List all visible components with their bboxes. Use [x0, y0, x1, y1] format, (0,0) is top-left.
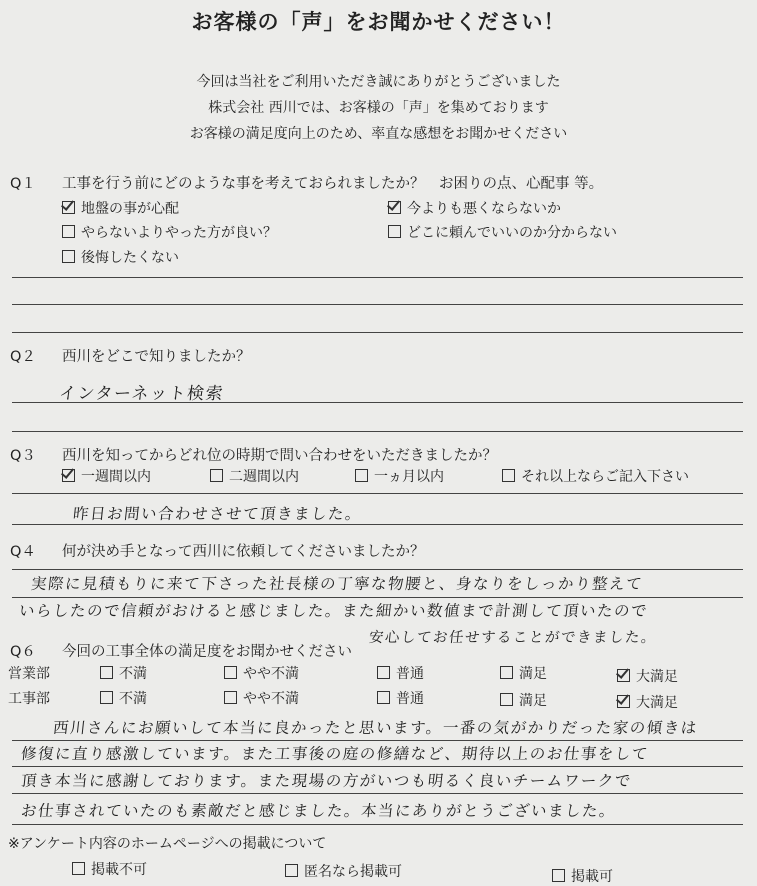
- q6-comment-line-3: 頂き本当に感謝しております。また現場の方がいつも明るく良いチームワークで: [20, 772, 633, 790]
- q6-text: 今回の工事全体の満足度をお聞かせください: [62, 644, 352, 660]
- checkbox[interactable]: [500, 666, 513, 679]
- checkbox[interactable]: [224, 666, 237, 679]
- answer-line: [12, 402, 743, 403]
- q1-option-5-label: 後悔したくない: [81, 250, 179, 266]
- q6-sales-option-4[interactable]: [500, 663, 547, 683]
- option-label: 満足: [519, 666, 547, 682]
- q6-construction-option-5[interactable]: [617, 692, 678, 712]
- checkbox-checked[interactable]: [62, 469, 75, 482]
- q6-sales-option-1[interactable]: [100, 663, 147, 683]
- q4-text: 何が決め手となって西川に依頼してくださいましたか？: [62, 544, 425, 560]
- checkbox[interactable]: [502, 469, 515, 482]
- checkbox[interactable]: [377, 666, 390, 679]
- option-label: 不満: [119, 691, 147, 707]
- q2-number: Q２: [10, 349, 36, 365]
- answer-line: [12, 277, 743, 278]
- publish-option-1[interactable]: [72, 859, 147, 879]
- answer-line: [12, 824, 743, 825]
- page-title: お客様の「声」をお聞かせください！: [191, 10, 566, 34]
- answer-line: [12, 524, 743, 525]
- publish-option-2[interactable]: [285, 861, 402, 881]
- option-label: 大満足: [636, 695, 678, 711]
- q4-answer-line-1: 実際に見積もりに来て下さった社長様の丁寧な物腰と、身なりをしっかり整えて: [30, 575, 645, 593]
- q3-option-3[interactable]: [355, 466, 444, 486]
- publish-option-3[interactable]: [552, 866, 613, 886]
- q6-construction-option-2[interactable]: [224, 688, 299, 708]
- q1-option-1[interactable]: [62, 198, 179, 218]
- q1-option-2-label: 今よりも悪くならないか: [407, 201, 561, 217]
- answer-line: [12, 493, 743, 494]
- checkbox[interactable]: [285, 864, 298, 877]
- answer-line: [12, 766, 743, 767]
- q6-comment-line-1: 西川さんにお願いして本当に良かったと思います。一番の気がかりだった家の傾きは: [52, 719, 699, 737]
- q3-option-4[interactable]: [502, 466, 689, 486]
- option-label: 普通: [396, 666, 424, 682]
- q6-number: Q６: [10, 644, 36, 660]
- checkbox[interactable]: [388, 225, 401, 238]
- option-label: 大満足: [636, 669, 678, 685]
- answer-line: [12, 597, 743, 598]
- q3-number: Q３: [10, 448, 36, 464]
- checkbox[interactable]: [62, 225, 75, 238]
- q6-sales-option-3[interactable]: [377, 663, 424, 683]
- q6-comment-line-4: お仕事されていたのも素敵だと感じました。本当にありがとうございました。: [20, 802, 618, 820]
- q6-row-label-construction: 工事部: [8, 691, 50, 707]
- checkbox[interactable]: [210, 469, 223, 482]
- checkbox-checked[interactable]: [388, 201, 401, 214]
- answer-line: [12, 332, 743, 333]
- q3-option-2-label: 二週間以内: [229, 469, 299, 485]
- checkbox[interactable]: [500, 693, 513, 706]
- intro-line-2: 株式会社 西川では、お客様の「声」を集めております: [208, 100, 549, 116]
- q4-number: Q４: [10, 544, 36, 560]
- q6-sales-option-2[interactable]: [224, 663, 299, 683]
- answer-line: [12, 793, 743, 794]
- q3-option-1[interactable]: [62, 466, 151, 486]
- answer-line: [12, 569, 743, 570]
- q1-option-3-label: やらないよりやった方が良い？: [81, 225, 277, 241]
- q1-option-5[interactable]: [62, 247, 179, 267]
- q1-text: 工事を行う前にどのような事を考えておられましたか？ お困りの点、心配事 等。: [62, 176, 604, 192]
- q1-option-2[interactable]: [388, 198, 561, 218]
- answer-line: [12, 740, 743, 741]
- checkbox[interactable]: [355, 469, 368, 482]
- q6-construction-option-1[interactable]: [100, 688, 147, 708]
- option-label: やや不満: [243, 666, 299, 682]
- checkbox[interactable]: [100, 691, 113, 704]
- q1-number: Q１: [10, 176, 36, 192]
- checkbox-checked[interactable]: [617, 669, 630, 682]
- checkbox-checked[interactable]: [617, 695, 630, 708]
- q3-option-3-label: 一ヵ月以内: [374, 469, 444, 485]
- q1-option-3[interactable]: [62, 222, 277, 242]
- q3-option-1-label: 一週間以内: [81, 469, 151, 485]
- q4-answer-line-3: 安心してお任せすることができました。: [368, 630, 658, 646]
- checkbox[interactable]: [552, 869, 565, 882]
- q6-row-label-sales: 営業部: [8, 666, 50, 682]
- checkbox-checked[interactable]: [62, 201, 75, 214]
- q3-handwritten-answer: 昨日お問い合わせさせて頂きました。: [72, 505, 364, 523]
- q1-option-1-label: 地盤の事が心配: [81, 201, 179, 217]
- intro-line-3: お客様の満足度向上のため、率直な感想をお聞かせください: [189, 126, 568, 142]
- q1-option-4-label: どこに頼んでいいのか分からない: [407, 225, 617, 241]
- intro-line-1: 今回は当社をご利用いただき誠にありがとうございました: [196, 74, 561, 90]
- checkbox[interactable]: [62, 250, 75, 263]
- q3-option-4-label: それ以上ならご記入下さい: [521, 469, 689, 485]
- checkbox[interactable]: [100, 666, 113, 679]
- q6-construction-option-3[interactable]: [377, 688, 424, 708]
- q6-comment-line-2: 修復に直り感激しています。また工事後の庭の修繕など、期待以上のお仕事をして: [20, 745, 650, 763]
- option-label: 匿名なら掲載可: [304, 864, 402, 880]
- q2-handwritten-answer: インターネット検索: [58, 384, 226, 404]
- answer-line: [12, 431, 743, 432]
- publish-heading: ※アンケート内容のホームページへの掲載について: [8, 836, 327, 852]
- option-label: 不満: [119, 666, 147, 682]
- q3-text: 西川を知ってからどれ位の時期で問い合わせをいただきましたか？: [62, 448, 497, 464]
- checkbox[interactable]: [224, 691, 237, 704]
- q6-construction-option-4[interactable]: [500, 690, 547, 710]
- option-label: 普通: [396, 691, 424, 707]
- option-label: 掲載不可: [91, 862, 147, 878]
- option-label: 掲載可: [571, 869, 613, 885]
- q6-sales-option-5[interactable]: [617, 666, 678, 686]
- q4-answer-line-2: いらしたので信頼がおけると感じました。また細かい数値まで計測して頂いたので: [18, 602, 650, 620]
- checkbox[interactable]: [377, 691, 390, 704]
- q2-text: 西川をどこで知りましたか？: [62, 349, 251, 365]
- q3-option-2[interactable]: [210, 466, 299, 486]
- option-label: 満足: [519, 693, 547, 709]
- option-label: やや不満: [243, 691, 299, 707]
- checkbox[interactable]: [72, 862, 85, 875]
- answer-line: [12, 304, 743, 305]
- q1-option-4[interactable]: [388, 222, 617, 242]
